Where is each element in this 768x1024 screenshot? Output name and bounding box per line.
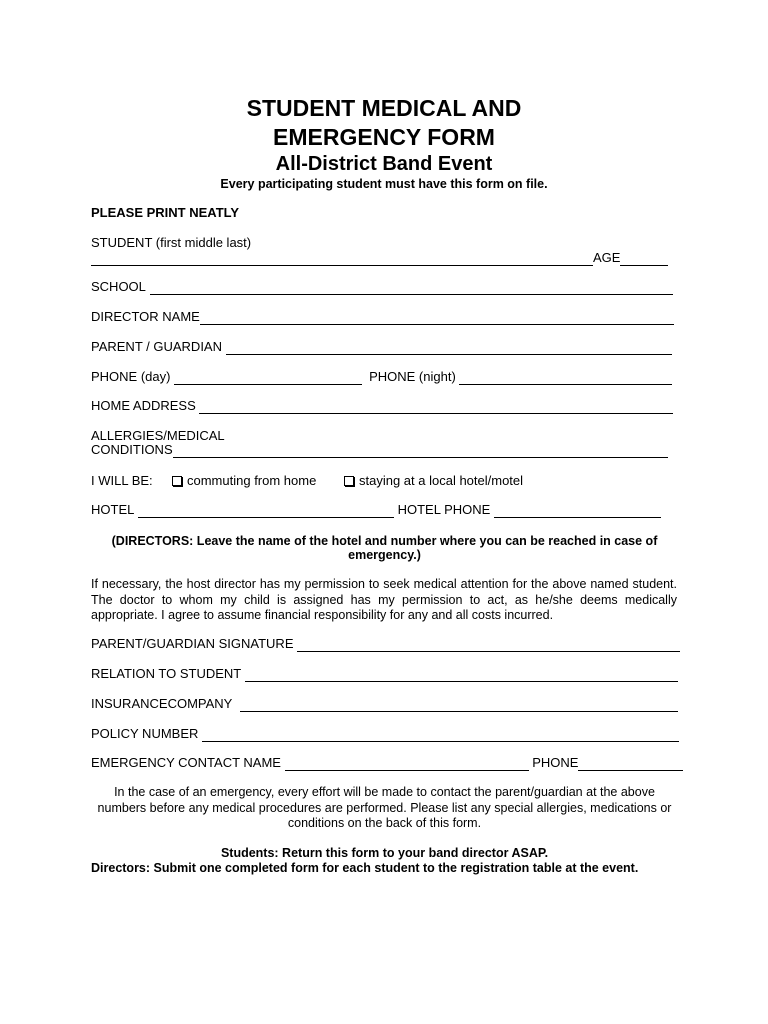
phone-day-label: PHONE (day): [91, 369, 171, 384]
will-be-label: I WILL BE:: [91, 473, 153, 488]
student-name-label: STUDENT (first middle last): [91, 235, 252, 250]
age-label: AGE: [593, 250, 621, 265]
hotel-label: HOTEL: [91, 502, 135, 517]
directors-note-line-2: emergency.): [348, 548, 421, 562]
students-instruction: Students: Return this form to your band director ASAP.: [220, 846, 549, 860]
parent-guardian-label: PARENT / GUARDIAN: [91, 339, 222, 354]
hotel-row: [91, 502, 661, 518]
option-commuting[interactable]: [172, 473, 316, 489]
hotel-field[interactable]: [138, 505, 394, 518]
home-address-label: HOME ADDRESS: [91, 398, 196, 413]
student-name-row: [91, 250, 668, 266]
policy-number-label: POLICY NUMBER: [91, 726, 199, 741]
parent-guardian-field[interactable]: [226, 342, 672, 355]
allergies-label-line-1: ALLERGIES/MEDICAL: [91, 428, 225, 443]
policy-number-field[interactable]: [202, 729, 679, 742]
checkbox-icon[interactable]: [344, 476, 354, 486]
allergies-label-line-2: CONDITIONS: [91, 442, 173, 457]
address-row: [91, 398, 673, 414]
relation-row: [91, 666, 678, 682]
form-title-line-2: EMERGENCY FORM: [273, 124, 495, 150]
form-title-line-1: STUDENT MEDICAL AND: [246, 95, 522, 121]
hotel-phone-field[interactable]: [494, 505, 661, 518]
option-hotel[interactable]: [344, 473, 523, 489]
checkbox-icon[interactable]: [172, 476, 182, 486]
insurance-row: [91, 696, 678, 712]
home-address-field[interactable]: [199, 401, 673, 414]
emergency-contact-row: [91, 755, 683, 771]
director-name-field[interactable]: [200, 312, 674, 325]
signature-field[interactable]: [297, 639, 680, 652]
policy-row: [91, 726, 679, 742]
phone-day-field[interactable]: [174, 372, 362, 385]
signature-row: [91, 636, 680, 652]
relation-label: RELATION TO STUDENT: [91, 666, 242, 681]
director-name-label: DIRECTOR NAME: [91, 309, 200, 324]
student-name-field[interactable]: [91, 253, 593, 266]
relation-field[interactable]: [245, 669, 678, 682]
phone-night-field[interactable]: [459, 372, 672, 385]
emergency-paragraph: In the case of an emergency, every effort will be made to contact the parent/guardian at the above numbers before any medical procedures are performed. Please list any special allergies, medications or conditions on the back of this form.: [97, 785, 672, 830]
permission-paragraph: If necessary, the host director has my permission to seek medical attention for the above named student. The doctor to whom my child is assigned has my permission to act, as he/she deems medically appropriate. I agree to assume financial responsibility for any and all costs incurred.: [91, 577, 677, 622]
emergency-phone-field[interactable]: [578, 758, 683, 771]
print-neatly-label: PLEASE PRINT NEATLY: [91, 205, 240, 220]
insurance-field[interactable]: [240, 699, 678, 712]
parent-row: [91, 339, 672, 355]
directors-note-line-1: (DIRECTORS: Leave the name of the hotel and number where you can be reached in case of: [111, 534, 658, 548]
insurance-label: INSURANCECOMPANY: [91, 696, 233, 711]
allergies-field[interactable]: [173, 445, 668, 458]
phone-row: [91, 369, 672, 385]
school-field[interactable]: [150, 282, 673, 295]
signature-label: PARENT/GUARDIAN SIGNATURE: [91, 636, 294, 651]
option-hotel-label: staying at a local hotel/motel: [359, 473, 524, 488]
age-field[interactable]: [620, 253, 668, 266]
hotel-phone-label: HOTEL PHONE: [397, 502, 491, 517]
allergies-row: [91, 442, 668, 458]
form-tagline: Every participating student must have this form on file.: [220, 177, 548, 191]
school-row: [91, 279, 673, 295]
school-label: SCHOOL: [91, 279, 146, 294]
director-row: [91, 309, 674, 325]
form-subtitle: All-District Band Event: [275, 153, 493, 175]
directors-instruction: Directors: Submit one completed form for each student to the registration table at the event.: [91, 861, 639, 875]
emergency-phone-label: PHONE: [532, 755, 579, 770]
emergency-contact-label: EMERGENCY CONTACT NAME: [91, 755, 281, 770]
phone-night-label: PHONE (night): [369, 369, 456, 384]
option-commuting-label: commuting from home: [187, 473, 317, 488]
emergency-contact-field[interactable]: [285, 758, 529, 771]
